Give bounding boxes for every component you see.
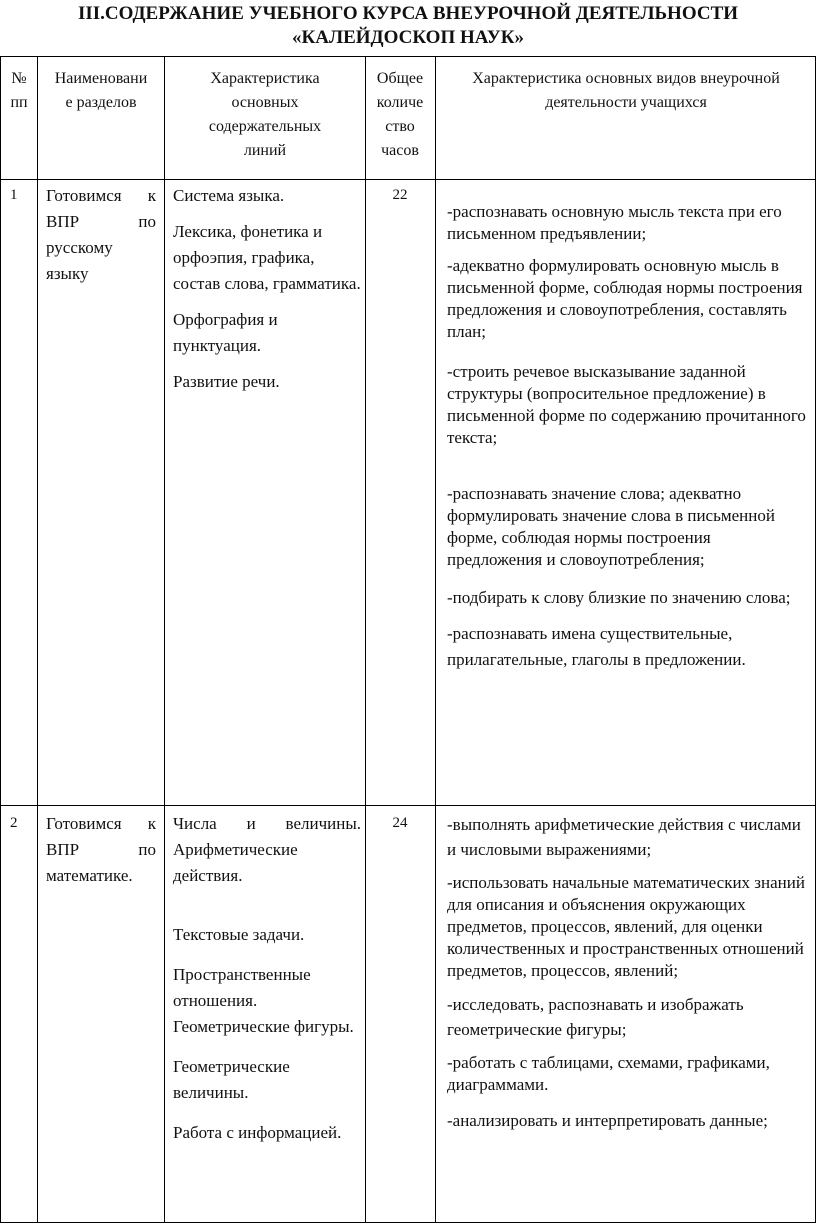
row2-section-line: Готовимся к: [46, 814, 156, 833]
row2-content-item: Геометрические величины.: [173, 1057, 290, 1102]
row2-section-line: математике.: [46, 866, 133, 885]
row2-activity-item: -анализировать и интерпретировать данные;: [447, 1111, 768, 1130]
row1-content: [173, 183, 361, 395]
row2-activity-item: -работать с таблицами, схемами, графиками, диаграммами.: [447, 1053, 770, 1094]
row2-section-line: ВПР по: [46, 840, 156, 859]
header-hours-line: часов: [381, 142, 419, 159]
header-hours-line: количе: [376, 94, 424, 111]
header-num-line: пп: [10, 94, 28, 111]
row2-activities: [447, 812, 809, 1132]
header-sections: [40, 67, 162, 115]
row1-section-line: русскому: [46, 238, 113, 257]
header-content-lines: [166, 67, 364, 163]
header-hours-line: ство: [385, 118, 415, 135]
row2-content-item: Работа с информацией.: [173, 1123, 342, 1142]
row1-section-line: языку: [46, 264, 89, 283]
row1-bottom-border: [0, 805, 816, 806]
header-bottom-border: [0, 179, 816, 180]
header-lines-line: основных: [231, 94, 299, 111]
header-sections-line: е разделов: [65, 94, 137, 111]
row2-content-item: Пространственные отношения. Геометрические фигуры.: [173, 965, 354, 1036]
row2-hours: 24: [392, 815, 408, 831]
col-border-3: [365, 56, 366, 1223]
title-line-1: III.СОДЕРЖАНИЕ УЧЕБНОГО КУРСА ВНЕУРОЧНОЙ ДЕЯТЕЛЬНОСТИ: [77, 3, 739, 24]
row2-activity-item: -исследовать, распознавать и изображать геометрические фигуры;: [447, 995, 744, 1039]
row2-activity-item: -использовать начальные математических знаний для описания и объяснения окружающих предметов, процессов, явлений, для оценки количественных и пространственных отношений предметов, процессов, явлений;: [447, 873, 805, 980]
row1-activity-item: -распознавать значение слова; адекватно формулировать значение слова в письменной форме, соблюдая нормы построения предложения и словоупотребления;: [447, 484, 775, 569]
row1-content-item: Лексика, фонетика и орфоэпия, графика, состав слова, грамматика.: [173, 222, 361, 293]
row2-content: [173, 811, 361, 1146]
row1-num: 1: [10, 187, 18, 203]
col-border-1: [37, 56, 38, 1223]
row1-section-line: Готовимся к: [46, 186, 156, 205]
row1-activity-item: -распознавать имена существительные, прилагательные, глаголы в предложении.: [447, 624, 746, 669]
row1-activities: [447, 201, 809, 673]
header-lines-line: линий: [243, 142, 287, 159]
row1-activity-item: -строить речевое высказывание заданной структуры (вопросительное предложение) в письменной форме по содержанию прочитанного текста;: [447, 362, 806, 447]
row2-activity-item: -выполнять арифметические действия с числами и числовыми выражениями;: [447, 815, 801, 859]
row2-content-item: Числа и величины.: [173, 814, 361, 833]
header-num: [1, 67, 37, 115]
title-line-2: «КАЛЕЙДОСКОП НАУК»: [291, 27, 525, 48]
header-lines-line: содержательных: [208, 118, 322, 135]
row1-content-item: Развитие речи.: [173, 372, 280, 391]
row2-content-item: Текстовые задачи.: [173, 925, 305, 944]
row1-section: [46, 183, 156, 287]
col-border-left: [0, 56, 1, 1223]
row2-num: 2: [10, 815, 18, 831]
row2-content-item: Арифметические действия.: [173, 840, 298, 885]
header-activities-line: Характеристика основных видов внеурочной: [472, 70, 780, 87]
header-num-line: №: [11, 70, 27, 87]
header-activities: [437, 67, 815, 115]
row1-activity-item: -подбирать к слову близкие по значению слова;: [447, 588, 791, 607]
row1-content-item: Система языка.: [173, 186, 285, 205]
row1-section-line: ВПР по: [46, 212, 156, 231]
header-lines-line: Характеристика: [210, 70, 320, 87]
header-hours: [366, 67, 434, 163]
header-activities-line: деятельности учащихся: [545, 94, 707, 111]
col-border-4: [435, 56, 436, 1223]
table-top-border: [0, 56, 816, 57]
row1-hours: 22: [392, 187, 408, 203]
row1-activity-item: -распознавать основную мысль текста при его письменном предъявлении;: [447, 202, 782, 243]
row1-content-item: Орфография и пунктуация.: [173, 310, 278, 355]
header-hours-line: Общее: [376, 70, 424, 87]
row1-activity-item: -адекватно формулировать основную мысль в письменной форме, соблюдая нормы построения предложения и словоупотребления, составлять план;: [447, 256, 803, 341]
table-bottom-border: [0, 1222, 816, 1223]
col-border-2: [164, 56, 165, 1223]
header-sections-line: Наименовани: [54, 70, 148, 87]
row2-section: [46, 811, 156, 889]
